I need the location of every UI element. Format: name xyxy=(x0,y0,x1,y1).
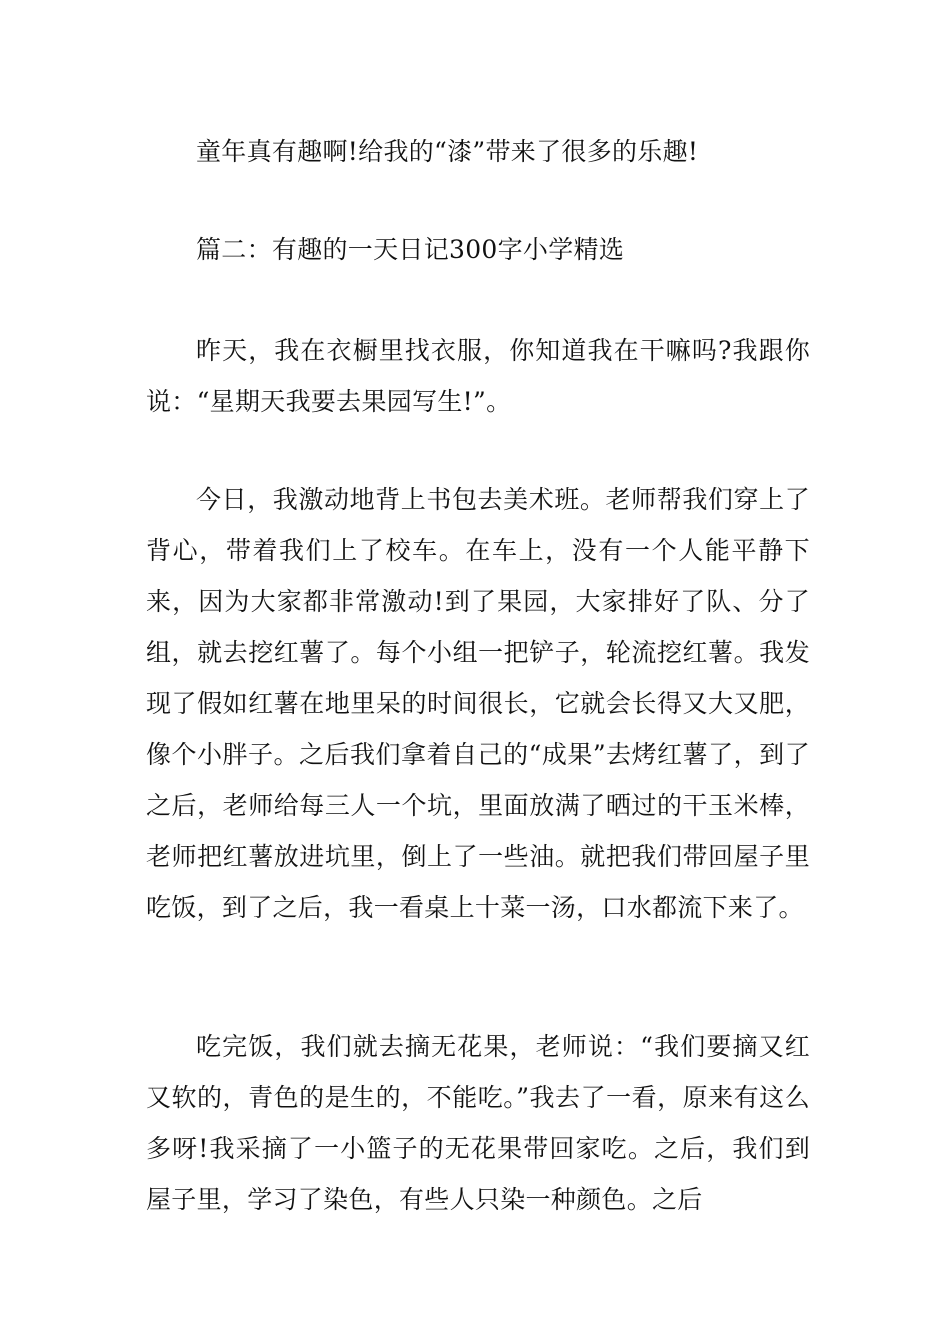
paragraph-closing-line: 童年真有趣啊!给我的“漆”带来了很多的乐趣! xyxy=(196,137,699,166)
paragraph-body-1: 今日，我激动地背上书包去美术班。老师帮我们穿上了背心，带着我们上了校车。在车上，没有一个人能平静下来，因为大家都非常激动!到了果园，大家排好了队、分了组，就去挖红薯了。每个小组一把铲子，轮流挖红薯。我发现了假如红薯在地里呆的时间很长，它就会长得又大又肥，像个小胖子。之后我们拿着自己的“成果”去烤红薯了，到了之后，老师给每三人一个坑，里面放满了晒过的干玉米棒，老师把红薯放进坑里，倒上了一些油。就把我们带回屋子里吃饭，到了之后，我一看桌上十菜一汤，口水都流下来了。 xyxy=(146,485,810,922)
section-heading: 篇二：有趣的一天日记300字小学精选 xyxy=(196,235,625,264)
paragraph-intro: 昨天，我在衣橱里找衣服，你知道我在干嘛吗?我跟你说：“星期天我要去果园写生!”。 xyxy=(146,336,810,416)
paragraph-body-2: 吃完饭，我们就去摘无花果，老师说：“我们要摘又红又软的，青色的是生的，不能吃。”我去了一看，原来有这么多呀!我采摘了一小篮子的无花果带回家吃。之后，我们到屋子里，学习了染色，有些人只染一种颜色。之后 xyxy=(146,1032,810,1214)
